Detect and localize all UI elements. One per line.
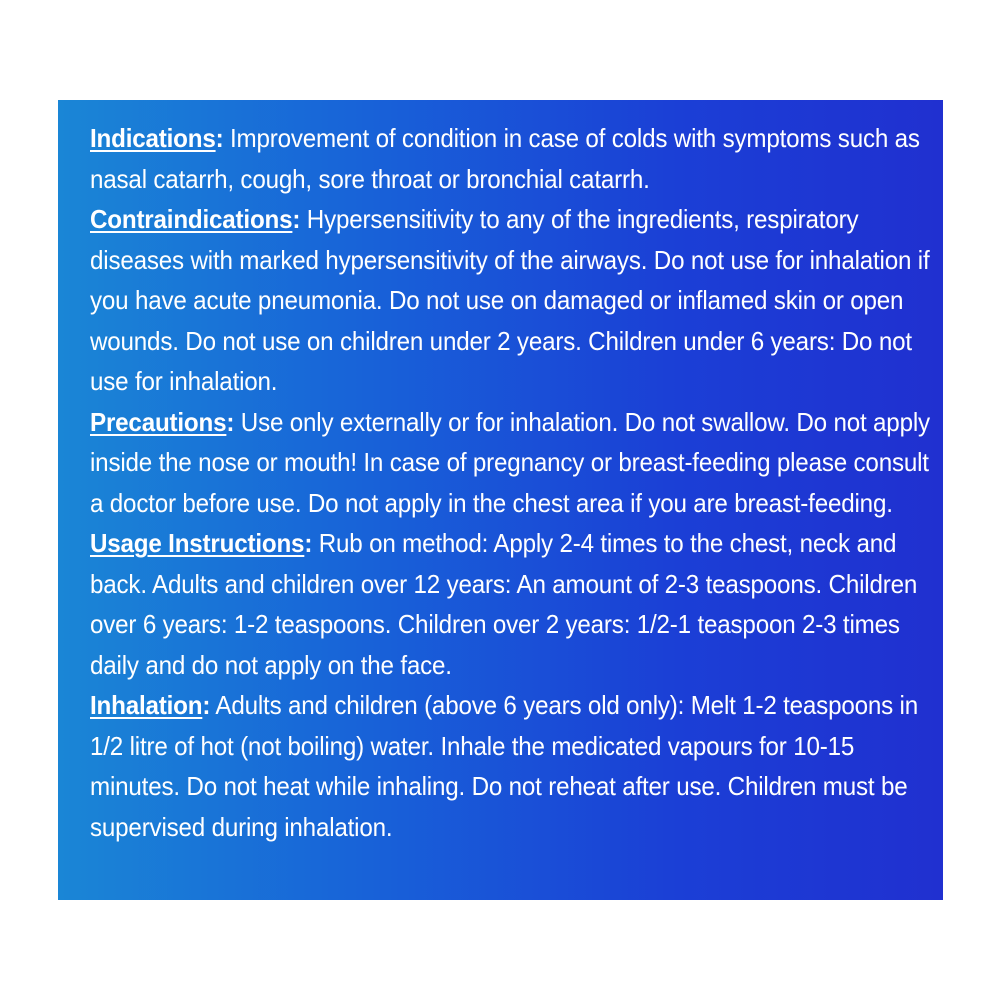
usage-instructions-section: Usage Instructions: Rub on method: Apply 2-4 times to the chest, neck and back. Adults and children over 12 years: An amount of 2-3 teaspoons. Children over 6 years: 1-2 teaspoons. Children over 2 years: 1/2-1 teaspoon 2-3 times daily and do not apply on the face. <box>90 528 918 680</box>
indications-heading: Indications <box>90 123 216 153</box>
package-label-panel <box>58 100 943 900</box>
inhalation-section: Inhalation: Adults and children (above 6 years old only): Melt 1-2 teaspoons in 1/2 litre of hot (not boiling) water. Inhale the medicated vapours for 10-15 minutes. Do not heat while inhaling. Do not reheat after use. Children must be supervised during inhalation. <box>90 690 919 842</box>
inhalation-heading: Inhalation <box>90 690 203 720</box>
contraindications-text: Hypersensitivity to any of the ingredients, respiratory diseases with marked hypersensitivity of the airways. Do not use for inhalation if you have acute pneumonia. Do not use on damaged or inflamed skin or open wounds. Do not use on children under 2 years. Children under 6 years: Do not use for inhalation. <box>90 204 930 396</box>
inhalation-text: Adults and children (above 6 years old only): Melt 1-2 teaspoons in 1/2 litre of hot (not boiling) water. Inhale the medicated vapours for 10-15 minutes. Do not heat while inhaling. Do not reheat after use. Children must be supervised during inhalation. <box>90 690 919 842</box>
indications-text: Improvement of condition in case of colds with symptoms such as nasal catarrh, cough, sore throat or bronchial catarrh. <box>90 123 920 194</box>
usage-instructions-text: Rub on method: Apply 2-4 times to the chest, neck and back. Adults and children over 12 years: An amount of 2-3 teaspoons. Children over 6 years: 1-2 teaspoons. Children over 2 years: 1/2-1 teaspoon 2-3 times daily and do not apply on the face. <box>90 528 918 680</box>
precautions-section: Precautions: Use only externally or for inhalation. Do not swallow. Do not apply inside the nose or mouth! In case of pregnancy or breast-feeding please consult a doctor before use. Do not apply in the chest area if you are breast-feeding. <box>90 406 930 518</box>
precautions-text: Use only externally or for inhalation. Do not swallow. Do not apply inside the nose or mouth! In case of pregnancy or breast-feeding please consult a doctor before use. Do not apply in the chest area if you are breast-feeding. <box>90 406 930 518</box>
usage-instructions-heading: Usage Instructions <box>90 528 305 558</box>
contraindications-heading: Contraindications <box>90 204 293 234</box>
indications-section: Indications: Improvement of condition in case of colds with symptoms such as nasal catarrh, cough, sore throat or bronchial catarrh. <box>90 123 920 194</box>
contraindications-section: Contraindications: Hypersensitivity to any of the ingredients, respiratory diseases with marked hypersensitivity of the airways. Do not use for inhalation if you have acute pneumonia. Do not use on damaged or inflamed skin or open wounds. Do not use on children under 2 years. Children under 6 years: Do not use for inhalation. <box>90 204 930 396</box>
precautions-heading: Precautions <box>90 406 227 437</box>
